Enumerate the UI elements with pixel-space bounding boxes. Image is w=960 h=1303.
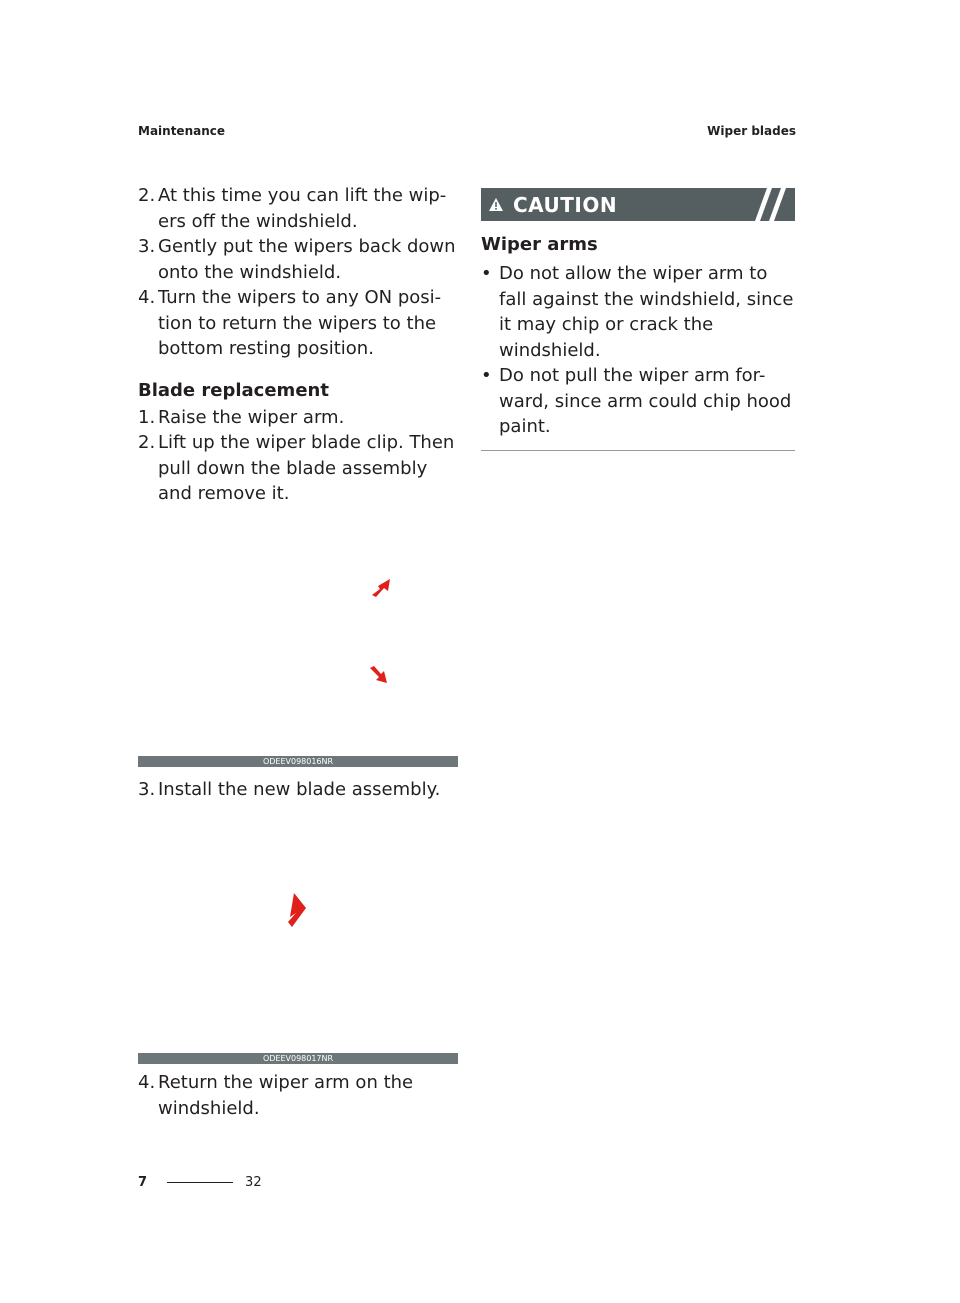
blade-replacement-heading: Blade replacement — [138, 379, 329, 401]
footer-divider — [167, 1182, 233, 1183]
lift-arrow-icon — [370, 577, 394, 599]
step-item — [138, 234, 458, 285]
step-text: Gently put the wipers back down onto the windshield. — [158, 236, 456, 283]
step-text: Install the new blade assembly. — [158, 778, 441, 800]
step-text: Return the wiper arm on the windshield. — [158, 1072, 414, 1119]
warning-triangle-icon — [485, 197, 507, 212]
caution-bullet-text: Do not allow the wiper arm to fall against the windshield, since it may chip or crack the windshield. — [499, 263, 794, 361]
chapter-number: 7 — [138, 1175, 148, 1190]
caution-subtitle: Wiper arms — [481, 234, 598, 255]
step-text: At this time you can lift the wip-ers off the windshield. — [158, 185, 447, 232]
step-item — [138, 183, 458, 234]
figure-code: ODEEV098017NR — [138, 1053, 458, 1064]
step-number: 4. — [138, 1072, 156, 1093]
step-item — [138, 430, 458, 507]
bullet-marker: • — [481, 365, 492, 386]
step-number: 3. — [138, 236, 156, 257]
bullet-marker: • — [481, 263, 492, 284]
pull-down-arrow-icon — [368, 665, 390, 687]
caution-banner — [481, 188, 795, 221]
step-number: 2. — [138, 185, 156, 206]
step-text: Turn the wipers to any ON posi-tion to return the wipers to the bottom resting position. — [158, 287, 442, 359]
caution-bullet — [481, 363, 795, 440]
step-number: 2. — [138, 432, 156, 453]
step-number: 1. — [138, 406, 156, 428]
left-column — [138, 183, 458, 1121]
topic-title: Wiper blades — [707, 124, 796, 138]
step-number: 4. — [138, 287, 156, 308]
blade-removal-figure — [138, 517, 458, 767]
caution-title: CAUTION — [513, 192, 618, 217]
step-number: 3. — [138, 778, 156, 800]
step-item — [138, 285, 458, 362]
caution-bullet-text: Do not pull the wiper arm for-ward, since arm could chip hood paint. — [499, 365, 792, 437]
page-footer — [138, 1175, 262, 1190]
step-text: Raise the wiper arm. — [158, 406, 345, 428]
hazard-stripes-icon — [745, 188, 795, 221]
step-item — [138, 1070, 458, 1121]
caution-box — [481, 188, 795, 451]
section-title: Maintenance — [138, 124, 226, 138]
blade-install-figure — [138, 802, 458, 1064]
step-item — [138, 777, 458, 803]
page-number: 32 — [245, 1175, 262, 1190]
caution-end-rule — [481, 450, 795, 451]
install-arrow-icon — [286, 891, 310, 929]
step-text: Lift up the wiper blade clip. Then pull down the blade assembly and remove it. — [158, 432, 455, 504]
caution-bullet — [481, 261, 795, 363]
figure-code: ODEEV098016NR — [138, 756, 458, 767]
step-item — [138, 405, 458, 431]
